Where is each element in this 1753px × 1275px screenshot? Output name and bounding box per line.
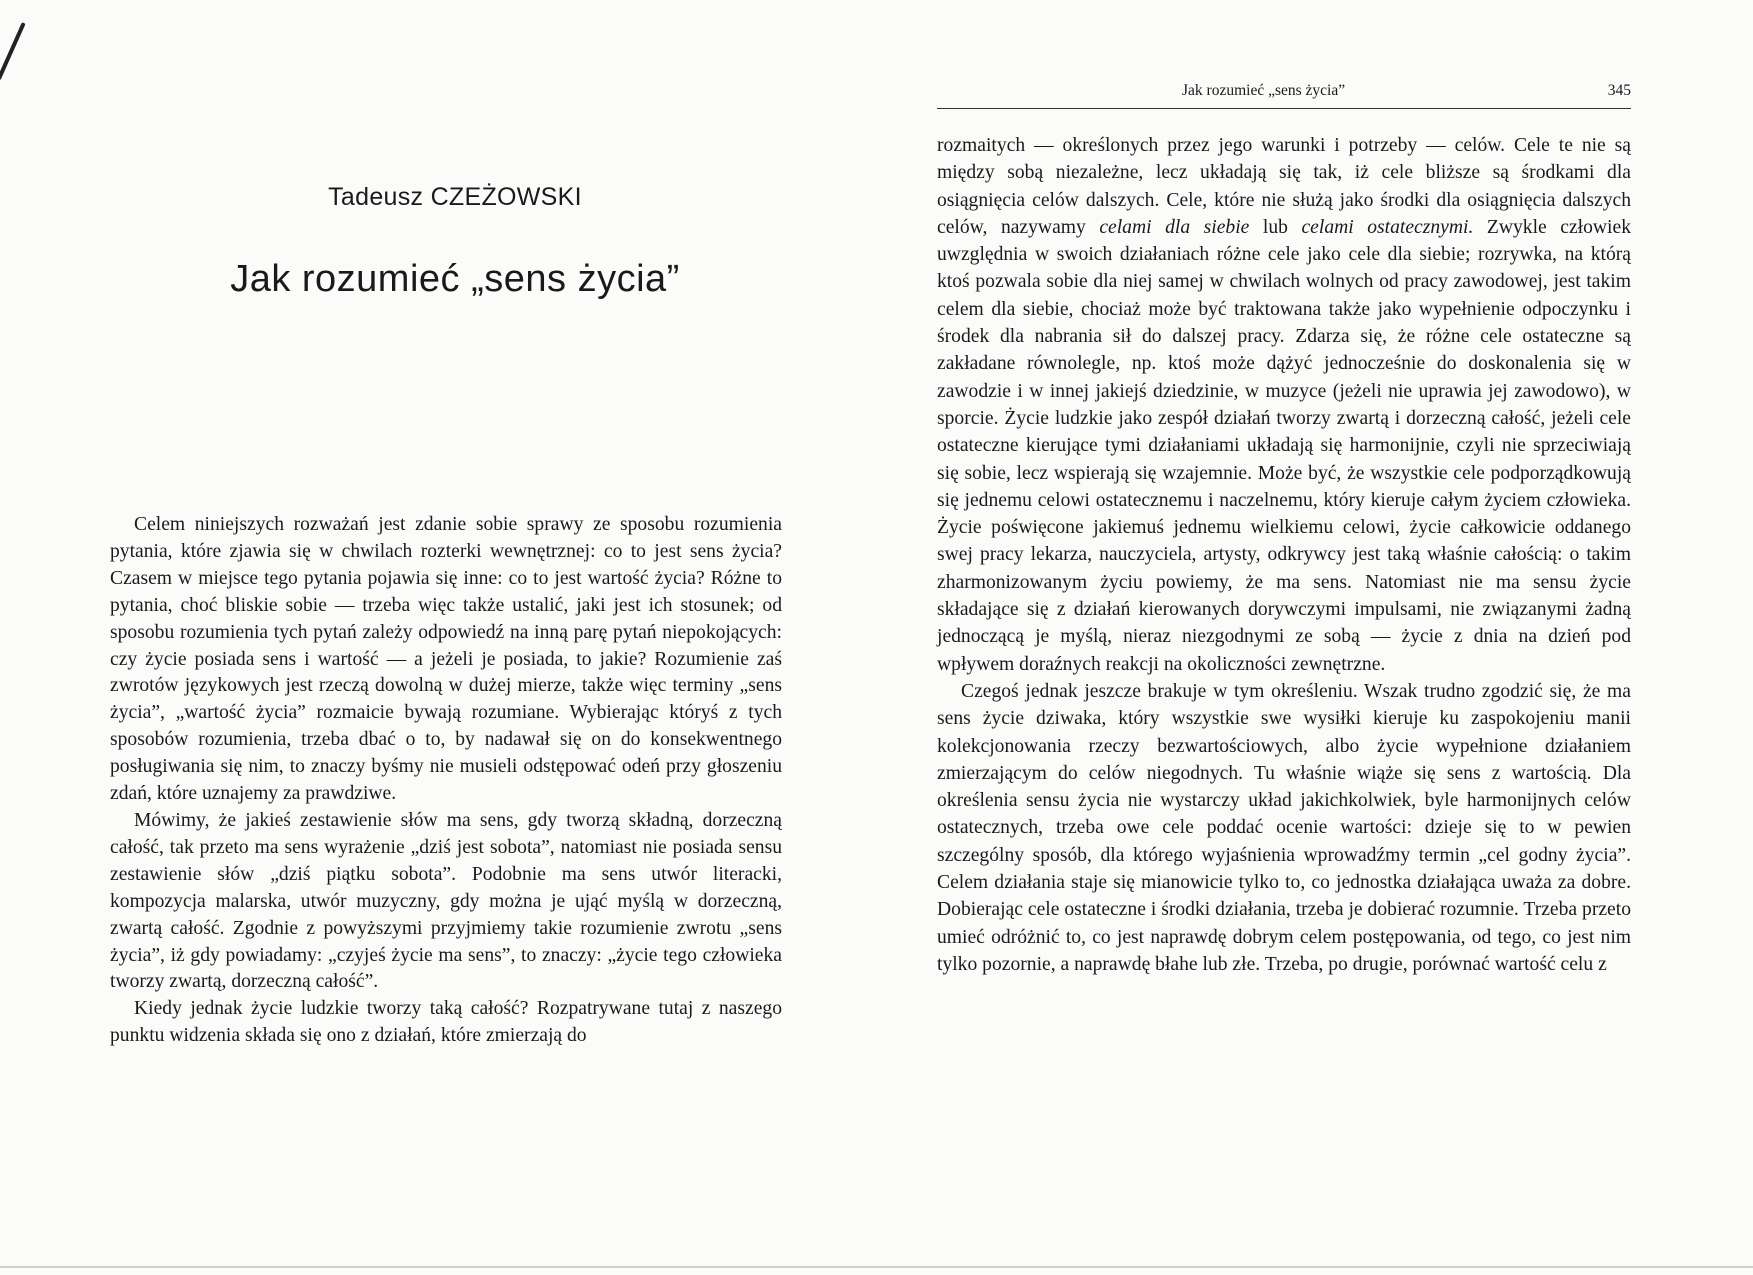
pencil-mark [0, 22, 26, 80]
article-title: Jak rozumieć „sens życia” [230, 258, 680, 300]
running-head [937, 82, 1631, 109]
paragraph: Celem niniejszych rozważań jest zdanie sobie sprawy ze sposobu rozumienia pytania, które zjawia się w chwilach rozterki wewnętrznej: co to jest sens życia? Czasem w miejsce tego pytania pojawia się inne: co to jest wartość życia? Różne to pytania, choć bliskie sobie — trzeba więc także ustalić, jaki jest ich stosunek; od sposobu rozumienia tych pytań zależy odpowiedź na inną parę pytań niepokojących: czy życie posiada sens i wartość — a jeżeli je posiada, to jakie? Rozumienie zaś zwrotów językowych jest rzeczą dowolną w dużej mierze, także więc terminy „sens życia”, „wartość życia” rozmaicie bywają rozumiane. Wybierając któryś z tych sposobów rozumienia, trzeba dbać o to, by nadawał się on do konsekwentnego posługiwania się nim, to znaczy byśmy nie musieli odstępować odeń przy głoszeniu zdań, które uznajemy za prawdziwe. [110, 514, 782, 805]
text-run: Zwykle człowiek uwzględnia w swoich działaniach różne cele jako cele dla siebie; rozrywka, na którą ktoś pozwala sobie dla niej samej w chwilach wolnych od pracy zawodowej, jest takim celem dla siebie, chociaż może być traktowana także jako wypełnienie odpoczynku i środek dla nabrania sił do dalszej pracy. Zdarza się, że różne cele ostateczne są zakładane równolegle, np. ktoś może dążyć jednocześnie do doskonalenia się w zawodzie i w innej jakiejś dziedzinie, w muzyce (jeżeli nie uprawia jej zawodowo), w sporcie. Życie ludzkie jako zespół działań tworzy zwartą i dorzeczną całość, jeżeli cele ostateczne kierujące tymi działaniami układają się harmonijnie, czyli nie sprzeciwiają się sobie, lecz wspierają się wzajemnie. Może być, że wszystkie cele podporządkowują się jednemu celowi ostatecznemu i naczelnemu, który kieruje całym życiem człowieka. Życie poświęcone jakiemuś jednemu wielkiemu celowi, życie całkowicie oddanego swej pracy lekarza, nauczyciela, artysty, odkrywcy jest taką właśnie całością: o takim zharmonizowanym życiu powiemy, że ma sens. Natomiast nie ma sensu życie składające się z działań kierowanych dorywczymi impulsami, nie związanymi żadną jednoczącą je myślą, nieraz niezgodnymi ze sobą — życie z dnia na dzień pod wpływem doraźnych reakcji na okoliczności zewnętrzne. [937, 216, 1631, 675]
italic-term: celami dla siebie [1099, 216, 1250, 238]
page-edge [0, 1266, 1753, 1268]
running-title: Jak rozumieć „sens życia” [1182, 82, 1346, 99]
page-number: 345 [1607, 82, 1631, 99]
right-page [937, 0, 1631, 1275]
paragraph: Mówimy, że jakieś zestawienie słów ma sens, gdy tworzą składną, dorzeczną całość, tak przeto ma sens wyrażenie „dziś jest sobota”, natomiast nie posiada sensu zestawienie słów „dziś piątku sobota”. Podobnie ma sens utwór literacki, kompozycja malarska, utwór muzyczny, gdy można je ująć myślą w dorzeczną, zwartą całość. Zgodnie z powyższymi przyjmiemy takie rozumienie zwrotu „sens życia”, iż gdy powiadamy: „czyjeś życie ma sens”, to znaczy: „życie tego człowieka tworzy zwartą, dorzeczną całość”. [110, 809, 782, 993]
author-name: Tadeusz CZEŻOWSKI [328, 183, 582, 211]
left-body-text [110, 512, 782, 1050]
text-run: lub [1249, 216, 1302, 238]
italic-term: celami ostatecznymi. [1301, 216, 1474, 238]
left-page [110, 0, 800, 1275]
right-body-text [937, 132, 1631, 978]
paragraph [937, 132, 1631, 678]
text-run: rozmaitych — określonych przez jego warunki i potrzeby — celów. Cele te nie są między sobą niezależne, lecz układają się tak, iż cele bliższe są środkami dla osiągnięcia celów dalszych. Cele, które nie służą jako środki dla osiągnięcia dalszych celów, nazywamy [937, 135, 1631, 238]
paragraph: Czegoś jednak jeszcze brakuje w tym określeniu. Wszak trudno zgodzić się, że ma sens życie dziwaka, który wszystkie swe wysiłki kieruje ku zaspokojeniu manii kolekcjonowania rzeczy bezwartościowych, albo życie wypełnione działaniem zmierzającym do celów niegodnych. Tu właśnie wiąże się sens z wartością. Dla określenia sensu życia nie wystarczy układ jakichkolwiek, byle harmonijnych celów ostatecznych, trzeba owe cele poddać ocenie wartości: dzieje się to w pewien szczególny sposób, dla którego wyjaśnienia wprowadźmy termin „cel godny życia”. Celem działania staje się mianowicie tylko to, co jednostka działająca uważa za dobre. Dobierając cele ostateczne i środki działania, trzeba je dobierać rozumnie. Trzeba przeto umieć odróżnić to, co jest naprawdę dobrym celem postępowania, od tego, co jest nim tylko pozornie, a naprawdę błahe lub złe. Trzeba, po drugie, porównać wartość celu z [937, 680, 1631, 975]
paragraph: Kiedy jednak życie ludzkie tworzy taką całość? Rozpatrywane tutaj z naszego punktu widzenia składa się ono z działań, które zmierzają do [110, 998, 782, 1047]
